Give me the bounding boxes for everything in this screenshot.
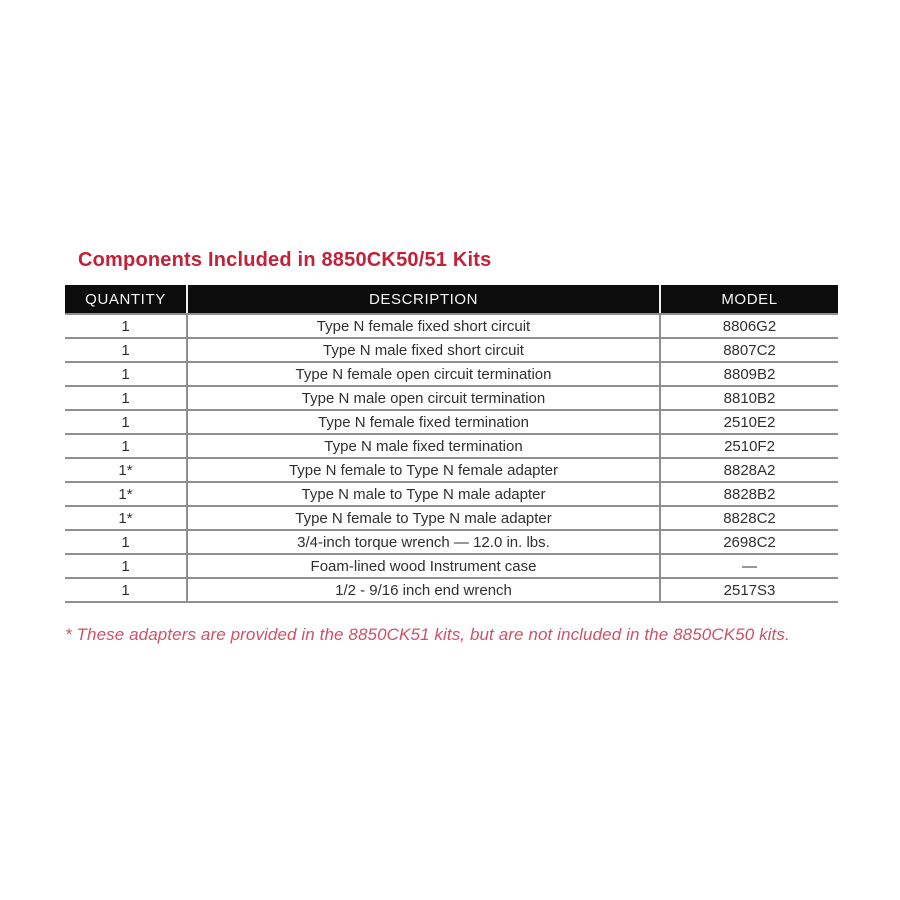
cell-model: 8828C2 [723, 509, 776, 527]
cell-description: Type N female fixed termination [188, 411, 661, 433]
components-table [65, 285, 838, 603]
table-row [65, 507, 838, 531]
cell-quantity: 1* [65, 459, 188, 481]
table-row [65, 387, 838, 411]
cell-model: 8828B2 [723, 485, 776, 503]
cell-description: Foam-lined wood Instrument case [188, 555, 661, 577]
cell-quantity: 1 [65, 363, 188, 385]
cell-quantity: 1 [65, 387, 188, 409]
cell-model: 8810B2 [723, 389, 776, 407]
cell-model: 8806G2 [722, 317, 777, 335]
cell-description: 3/4-inch torque wrench — 12.0 in. lbs. [188, 531, 661, 553]
table-row [65, 459, 838, 483]
cell-description: Type N female to Type N male adapter [188, 507, 661, 529]
cell-quantity: 1 [65, 411, 188, 433]
cell-description: 1/2 - 9/16 inch end wrench [188, 579, 661, 601]
cell-quantity: 1 [65, 555, 188, 577]
cell-quantity: 1 [65, 315, 188, 337]
header-cell-quantity: QUANTITY [65, 285, 188, 313]
cell-description: Type N male fixed termination [188, 435, 661, 457]
cell-description: Type N female fixed short circuit [188, 315, 661, 337]
header-cell-description: DESCRIPTION [188, 285, 661, 313]
cell-description: Type N male to Type N male adapter [188, 483, 661, 505]
cell-model: 8809B2 [723, 365, 776, 383]
cell-quantity: 1 [65, 579, 188, 601]
table-row [65, 315, 838, 339]
header-cell-model: MODEL [661, 285, 838, 313]
footnote: * These adapters are provided in the 8850CK51 kits, but are not included in the 8850CK50 kits. [65, 625, 790, 644]
table-row [65, 531, 838, 555]
cell-quantity: 1 [65, 339, 188, 361]
cell-quantity: 1 [65, 531, 188, 553]
cell-model: — [742, 557, 757, 575]
cell-description: Type N female open circuit termination [188, 363, 661, 385]
table-header-row [65, 285, 838, 315]
cell-model: 2698C2 [723, 533, 776, 551]
table-row [65, 363, 838, 387]
cell-quantity: 1* [65, 483, 188, 505]
table-row [65, 339, 838, 363]
table-row [65, 435, 838, 459]
cell-model: 8828A2 [723, 461, 776, 479]
cell-description: Type N male open circuit termination [188, 387, 661, 409]
cell-description: Type N female to Type N female adapter [188, 459, 661, 481]
cell-description: Type N male fixed short circuit [188, 339, 661, 361]
cell-model: 8807C2 [723, 341, 776, 359]
cell-quantity: 1 [65, 435, 188, 457]
cell-model: 2517S3 [723, 581, 776, 599]
table-body [65, 315, 838, 603]
table-row [65, 579, 838, 603]
cell-model: 2510F2 [724, 437, 775, 455]
cell-quantity: 1* [65, 507, 188, 529]
table-row [65, 555, 838, 579]
table-row [65, 411, 838, 435]
cell-model: 2510E2 [723, 413, 776, 431]
page-title: Components Included in 8850CK50/51 Kits [78, 249, 492, 271]
table-row [65, 483, 838, 507]
